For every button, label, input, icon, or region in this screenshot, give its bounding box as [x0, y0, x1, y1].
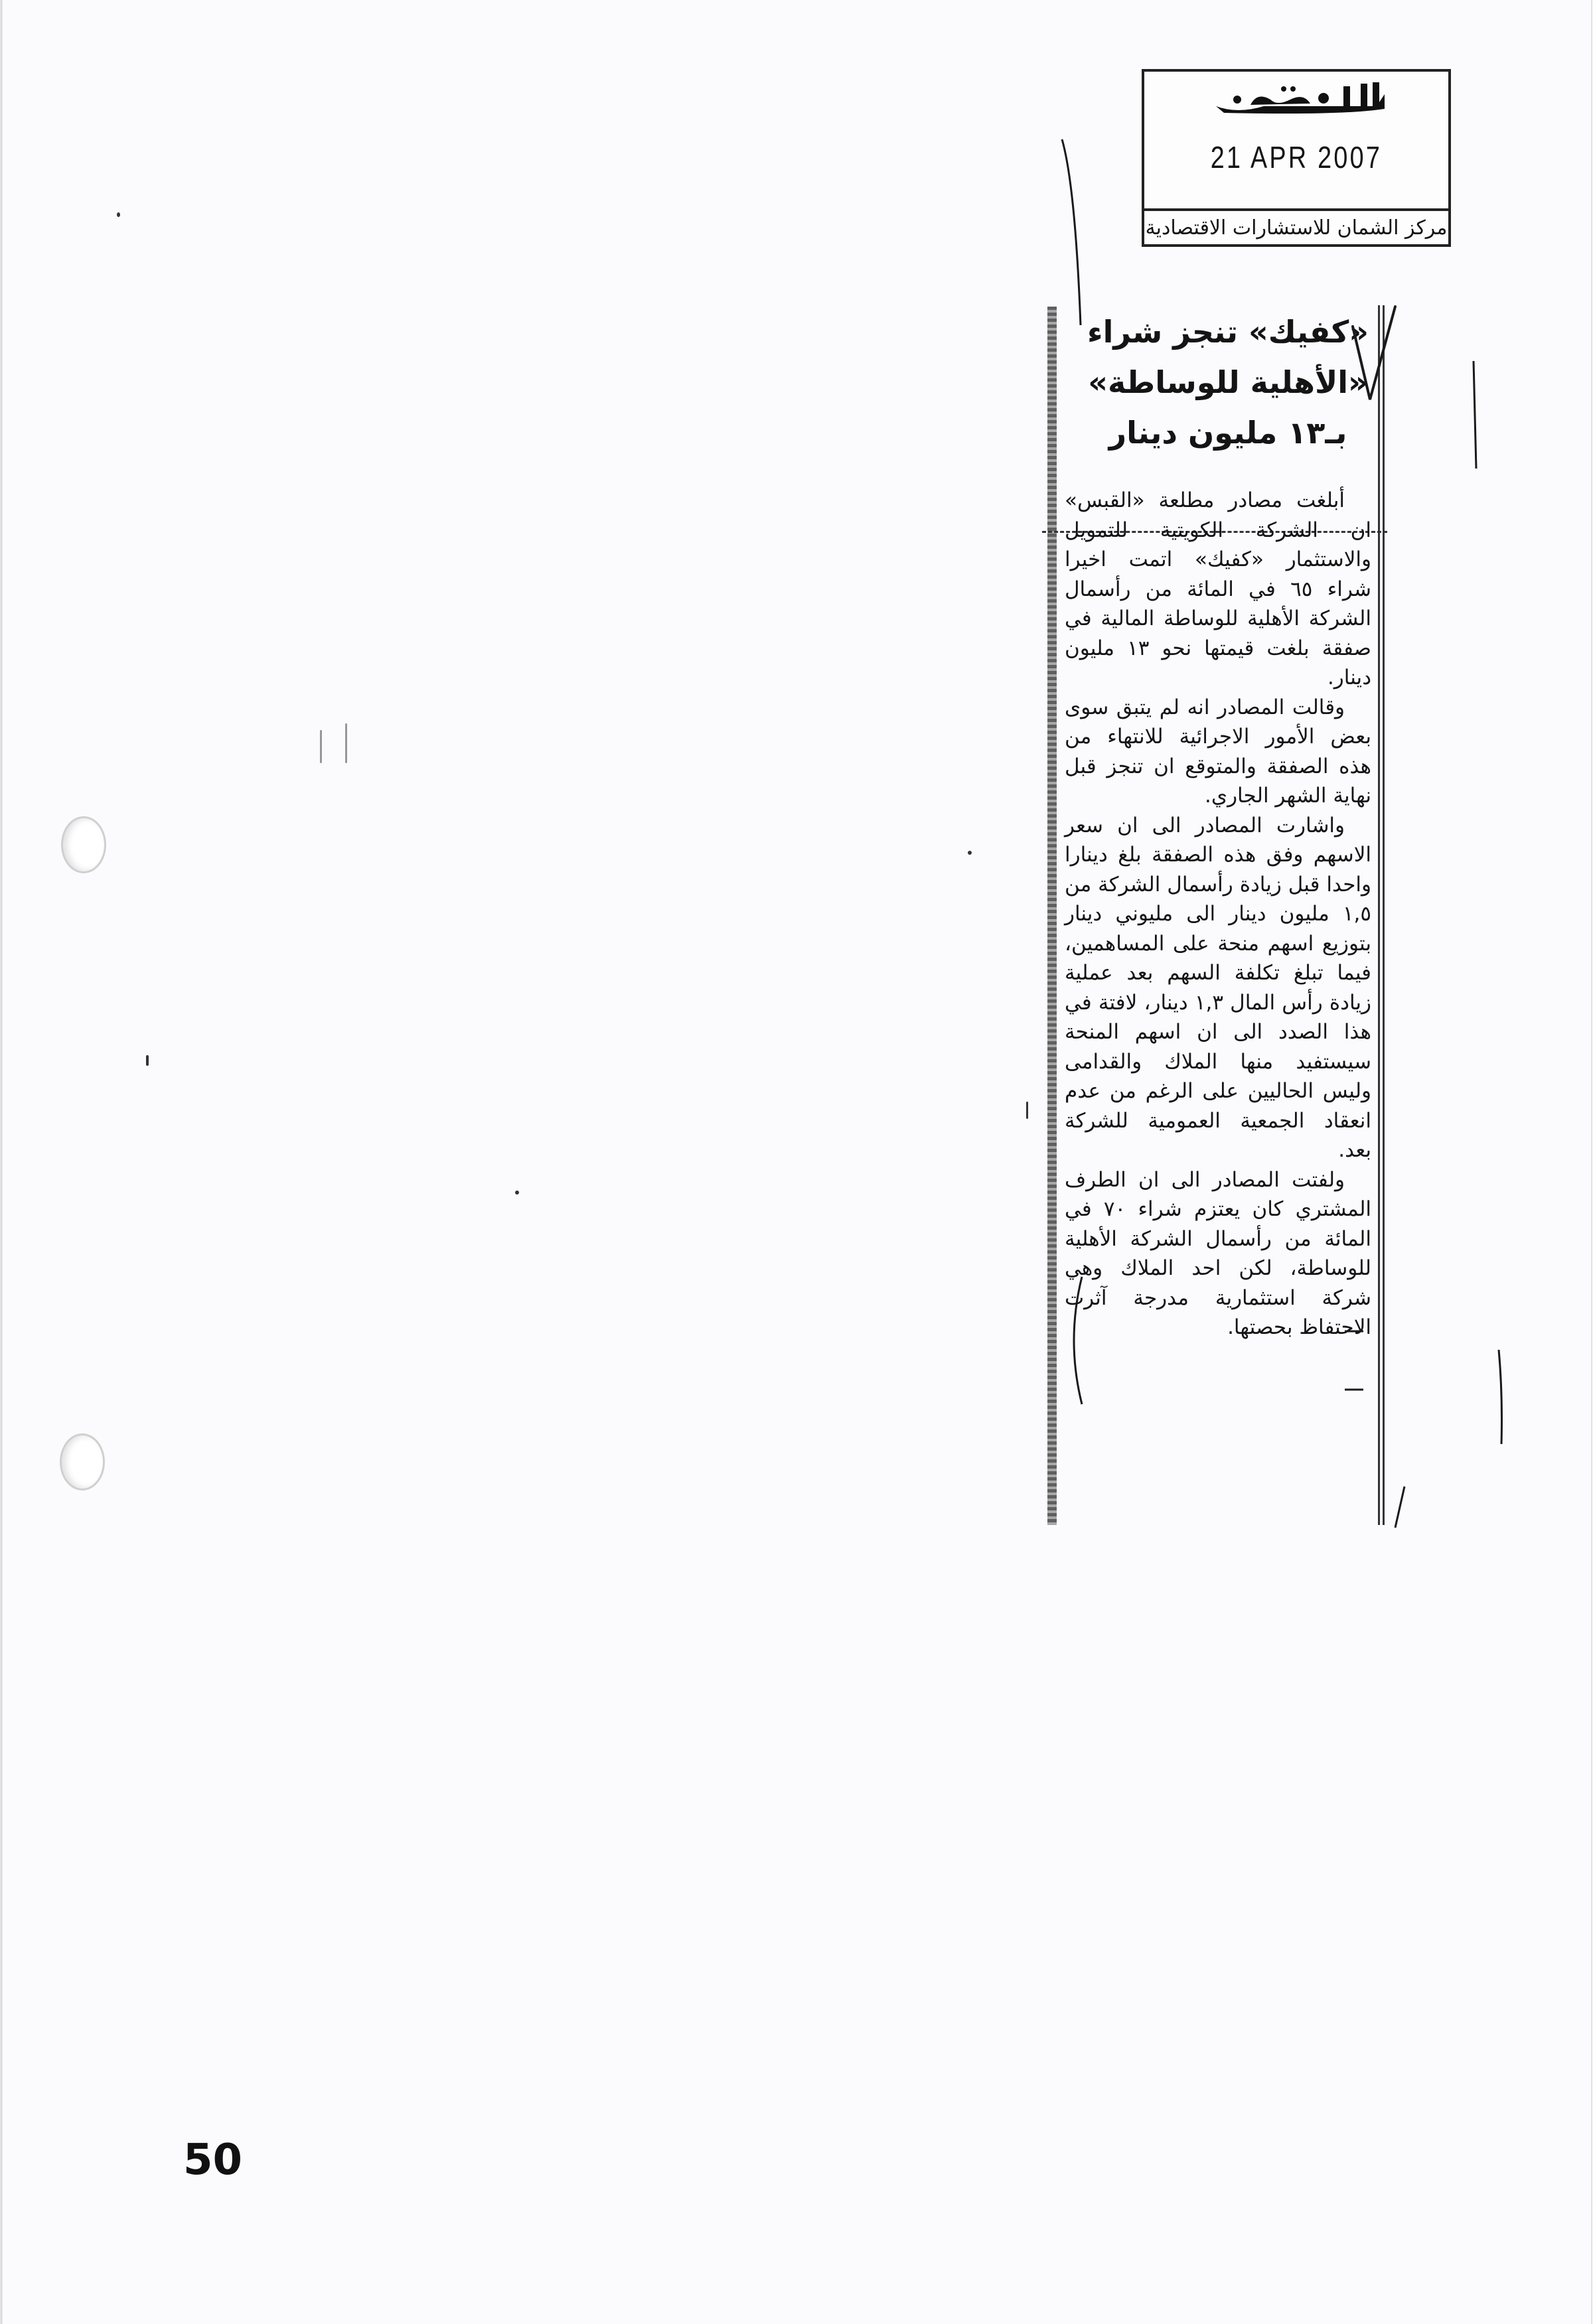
article-paragraph: ولفتت المصادر الى ان الطرف المشتري كان يعتزم شراء ٧٠ في المائة من رأسمال الشركة الأهلية للوساطة، لكن احد الملاك وهي شركة استثمارية مدرجة آثرت الاحتفاظ بحصتها. — [1065, 1167, 1372, 1339]
article-left-rule — [1047, 307, 1057, 1525]
scan-speck — [515, 1191, 519, 1195]
pen-stroke — [1390, 1484, 1410, 1530]
scan-speck — [320, 730, 322, 763]
newspaper-logo-mark — [1211, 80, 1390, 117]
scan-speck — [345, 723, 347, 763]
punch-hole-icon — [60, 1433, 105, 1490]
article-paragraph: أبلغت مصادر مطلعة «القبس» ان الشركة الكويتية للتمويل والاستثمار «كفيك» اتمت اخيرا شراء ٦٥ في المائة من رأسمال الشركة الأهلية للوساطة المالية في صفقة بلغت قيمتها نحو ١٣ مليون دينار. — [1065, 488, 1371, 690]
scan-speck — [1026, 1102, 1028, 1119]
pen-stroke — [1492, 1347, 1512, 1447]
article-headline — [1075, 307, 1381, 458]
newspaper-logo — [1211, 80, 1390, 117]
scan-speck — [117, 212, 120, 217]
pen-stroke — [1464, 358, 1484, 471]
article-right-rule — [1378, 305, 1385, 1525]
pen-stroke — [1055, 133, 1095, 332]
article-paragraph: واشارت المصادر الى ان سعر الاسهم وفق هذه الصفقة بلغ دينارا واحدا قبل زيادة رأسمال الشركة من ١,٥ مليون دينار الى مليوني دينار بتوزيع اسهم منحة على المساهمين، فيما تبلغ تكلفة السهم بعد عملية زيادة رأس المال ١,٣ دينار، لافتة في هذا الصدد الى ان اسهم المنحة سيستفيد منها الملاك والقدامى وليس الحاليين على الرغم من عدم انعقاد الجمعية العمومية للشركة بعد. — [1065, 813, 1371, 1162]
headline-line: «الأهلية للوساطة» — [1088, 364, 1368, 400]
page-number: 50 — [183, 2136, 243, 2185]
stamp-date: 21 APR 2007 — [1210, 140, 1383, 175]
stamp-center-name: مركز الشمان للاستشارات الاقتصادية — [1142, 208, 1451, 247]
scan-speck — [968, 851, 972, 855]
headline-line: بـ١٣ مليون دينار — [1108, 415, 1347, 451]
scan-speck — [146, 1055, 149, 1066]
punch-hole-icon — [61, 816, 106, 873]
article-paragraph: وقالت المصادر انه لم يتبق سوى بعض الأمور الاجرائية للانتهاء من هذه الصفقة والمتوقع ان تنجز قبل نهاية الشهر الجاري. — [1065, 695, 1371, 808]
article-body — [1065, 486, 1371, 1343]
archive-stamp — [1142, 69, 1451, 247]
headline-line: «كفيك» تنجز شراء — [1087, 314, 1369, 350]
